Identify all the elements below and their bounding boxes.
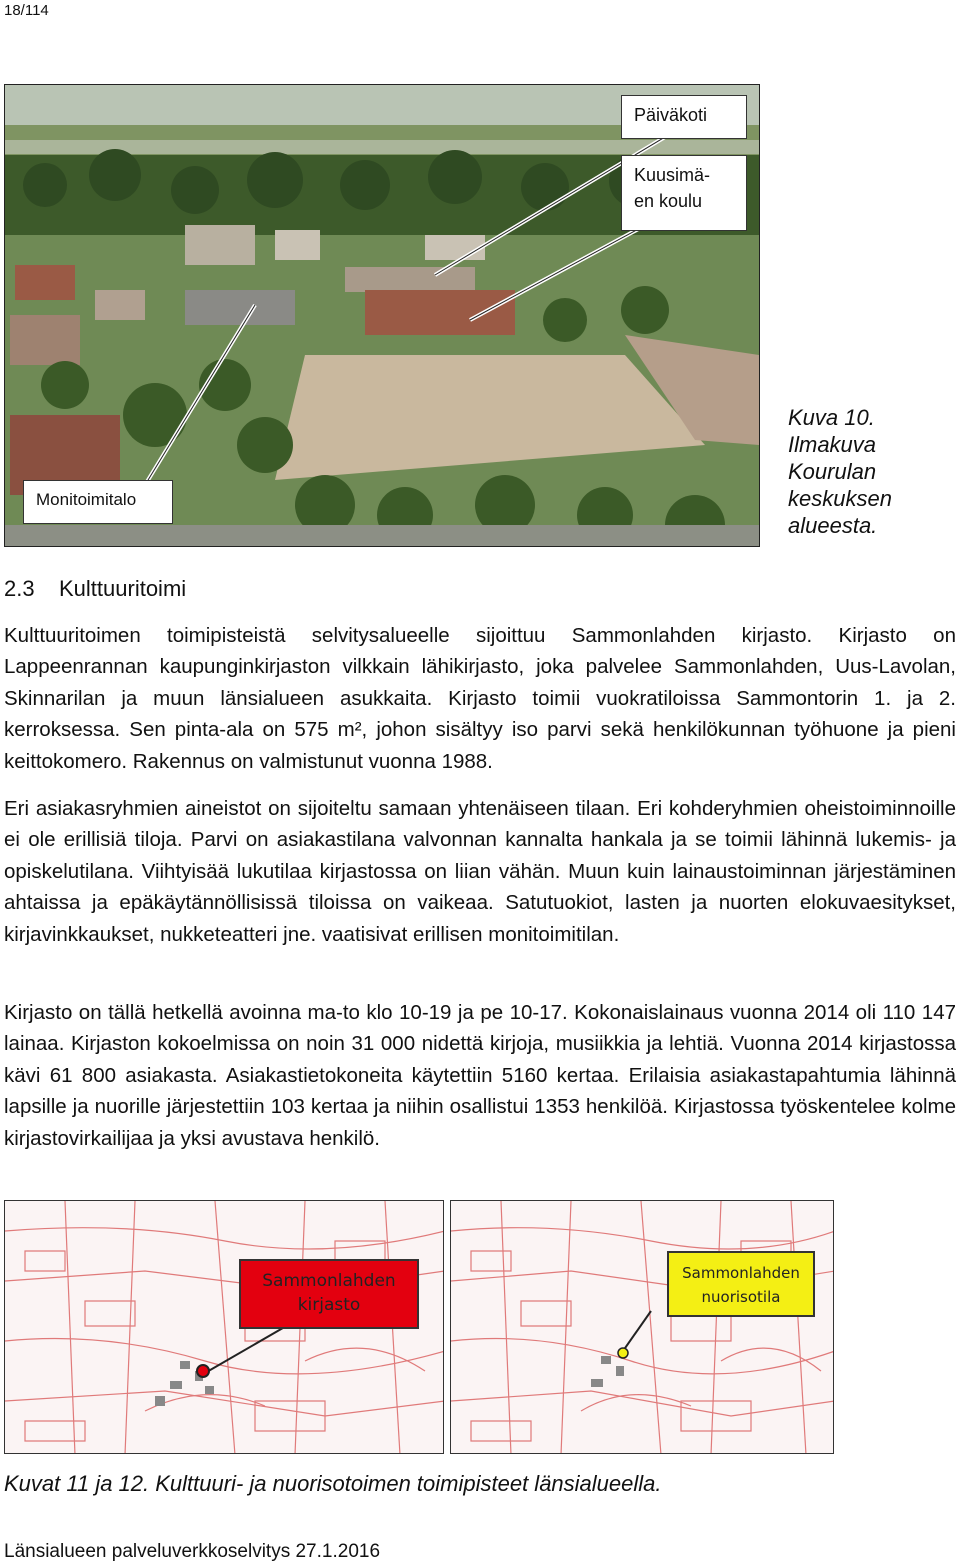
maps-row bbox=[4, 1200, 834, 1454]
paragraph-2: Eri asiakasryhmien aineistot on sijoiteltu samaan yhtenäiseen tilaan. Eri kohderyhmien oheistoiminnoille ei ole erillisiä tiloja. Parvi on asiakastilana valvonnan kannalta hankala ja se toimii lähinnä lukemis- ja opiskelutilana. Viihtyisää lukutilaa kirjastossa on liian vähän. Muun kuin lainaustoiminnan järjestäminen ahtaissa ja epäkäytännöllisissä tiloissa on vaikeaa. Satutuokiot, lasten ja nuorten elokuvaesitykset, kirjavinkkaukset, nukketeatteri jne. vaatisivat erillisen monitoimitilan. bbox=[4, 797, 956, 946]
youth-label: Sammonlahden nuorisotila bbox=[667, 1251, 815, 1317]
page-number: 18/114 bbox=[4, 2, 49, 19]
photo-caption: Kuva 10. Ilmakuva Kourulan keskuksen alueesta. bbox=[788, 405, 892, 538]
section-heading bbox=[4, 576, 186, 602]
callout-school: Kuusimä- en koulu bbox=[621, 155, 747, 231]
paragraph-1: Kulttuuritoimen toimipisteistä selvitysalueelle sijoittuu Sammonlahden kirjasto. Kirjasto on Lappeenrannan kaupunginkirjaston vilkkain lähikirjasto, joka palvelee Sammonlahden, Uus-Lavolan, Skinnarilan ja muun länsialueen asukkaita. Kirjasto toimii vuokratiloissa Sammontorin 1. ja 2. kerroksessa. Sen pinta-ala on 575 m², johon sisältyy iso parvi sekä henkilökunnan työhuone ja pieni keittokomero. Rakennus on valmistunut vuonna 1988. bbox=[4, 624, 956, 773]
page-footer: Länsialueen palveluverkkoselvitys 27.1.2016 bbox=[4, 1541, 381, 1562]
callout-daycare: Päiväkoti bbox=[621, 95, 747, 139]
aerial-photo bbox=[4, 84, 760, 547]
section-number: 2.3 bbox=[4, 576, 35, 601]
section-title: Kulttuuritoimi bbox=[59, 576, 187, 601]
map-library bbox=[4, 1200, 444, 1454]
map-youth bbox=[450, 1200, 834, 1454]
paragraph-3: Kirjasto on tällä hetkellä avoinna ma-to klo 10-19 ja pe 10-17. Kokonaislainaus vuonna 2014 oli 110 147 lainaa. Kirjaston kokoelmissa on noin 31 000 nidettä kirjoja, musiikkia ja lehtiä. Vuonna 2014 kirjastossa kävi 61 800 asiakasta. Asiakastietokoneita käytettiin 5160 kertaa. Erilaisia asiakastapahtumia lähinnä lapsille ja nuorille järjestettiin 103 kertaa ja niihin osallistui 1353 henkilöä. Kirjastossa työskentelee kolme kirjastovirkailijaa ja yksi avustava henkilö. bbox=[4, 1001, 956, 1150]
library-label: Sammonlahden kirjasto bbox=[239, 1259, 419, 1329]
maps-caption: Kuvat 11 ja 12. Kulttuuri- ja nuorisotoimen toimipisteet länsialueella. bbox=[4, 1471, 662, 1496]
map-youth-image bbox=[451, 1201, 834, 1454]
callout-multiuse: Monitoimitalo bbox=[23, 480, 173, 524]
